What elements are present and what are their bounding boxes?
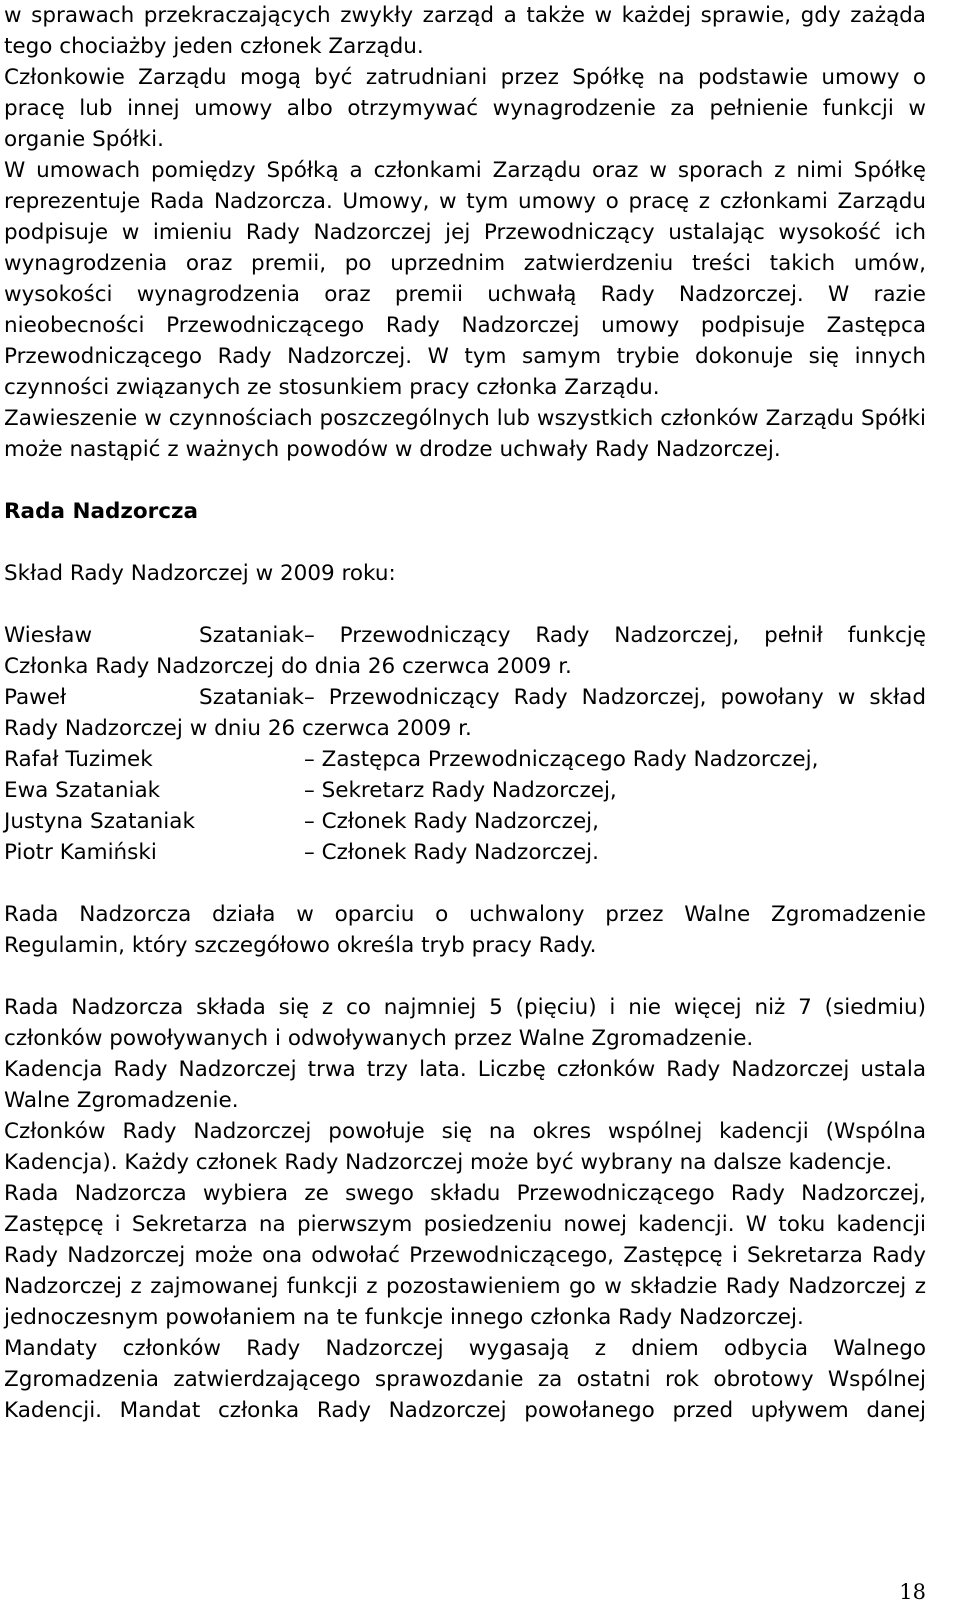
member-list	[4, 620, 926, 868]
paragraph: Rada Nadzorcza działa w oparciu o uchwalony przez Walne Zgromadzenie Regulamin, który szczegółowo określa tryb pracy Rady.	[4, 902, 926, 958]
member-role: – Zastępca Przewodniczącego Rady Nadzorczej,	[304, 747, 819, 772]
composition-intro: Skład Rady Nadzorczej w 2009 roku:	[4, 561, 396, 586]
paragraph: Mandaty członków Rady Nadzorczej wygasają z dniem odbycia Walnego Zgromadzenia zatwierdzającego sprawozdanie za ostatni rok obrotowy Wspólnej Kadencji. Mandat członka Rady Nadzorczej powołanego przed upływem danej	[4, 1336, 926, 1423]
page-number: 18	[899, 1580, 926, 1604]
paragraph: Zawieszenie w czynnościach poszczególnych lub wszystkich członków Zarządu Spółki może nastąpić z ważnych powodów w drodze uchwały Rady Nadzorczej.	[4, 406, 926, 462]
spacer	[4, 961, 926, 992]
member-row	[4, 775, 926, 806]
document-page	[4, 0, 926, 1426]
member-name: Piotr Kamiński	[4, 840, 157, 865]
paragraph: Członków Rady Nadzorczej powołuje się na okres wspólnej kadencji (Wspólna Kadencja). Każdy członek Rady Nadzorczej może być wybrany na dalsze kadencje.	[4, 1119, 926, 1175]
paragraph: Kadencja Rady Nadzorczej trwa trzy lata. Liczbę członków Rady Nadzorczej ustala Walne Zgromadzenie.	[4, 1057, 926, 1113]
member-role: – Sekretarz Rady Nadzorczej,	[304, 778, 617, 803]
section-heading: Rada Nadzorcza	[4, 499, 198, 524]
paragraph: W umowach pomiędzy Spółką a członkami Zarządu oraz w sporach z nimi Spółkę reprezentuje Rada Nadzorcza. Umowy, w tym umowy o pracę z członkami Zarządu podpisuje w imieniu Rady Nadzorczej jej Przewodniczący ustalając wysokość ich wynagrodzenia oraz premii, po uprzednim zatwierdzeniu treści takich umów, wysokości wynagrodzenia oraz premii uchwałą Rady Nadzorczej. W razie nieobecności Przewodniczącego Rady Nadzorczej umowy podpisuje Zastępca Przewodniczącego Rady Nadzorczej. W tym samym trybie dokonuje się innych czynności związanych ze stosunkiem pracy członka Zarządu.	[4, 158, 926, 400]
paragraph: Rada Nadzorcza składa się z co najmniej 5 (pięciu) i nie więcej niż 7 (siedmiu) członków powoływanych i odwoływanych przez Walne Zgromadzenie.	[4, 995, 926, 1051]
spacer	[4, 527, 926, 558]
member-role: – Przewodniczący Rady Nadzorczej, powołany w skład	[304, 685, 926, 710]
member-row	[4, 806, 926, 837]
member-name: Justyna Szataniak	[4, 809, 195, 834]
member-name: Wiesław Szataniak	[4, 623, 304, 648]
member-role-continuation: Rady Nadzorczej w dniu 26 czerwca 2009 r.	[4, 716, 472, 741]
member-name: Paweł Szataniak	[4, 685, 304, 710]
spacer	[4, 868, 926, 899]
member-row	[4, 837, 926, 868]
member-row	[4, 620, 926, 651]
member-name: Rafał Tuzimek	[4, 747, 153, 772]
paragraph: Rada Nadzorcza wybiera ze swego składu Przewodniczącego Rady Nadzorczej, Zastępcę i Sekretarza na pierwszym posiedzeniu nowej kadencji. W toku kadencji Rady Nadzorczej może ona odwołać Przewodniczącego, Zastępcę i Sekretarza Rady Nadzorczej z zajmowanej funkcji z pozostawieniem go w składzie Rady Nadzorczej z jednoczesnym powołaniem na te funkcje innego członka Rady Nadzorczej.	[4, 1181, 926, 1330]
member-name: Ewa Szataniak	[4, 778, 161, 803]
member-role: – Przewodniczący Rady Nadzorczej, pełnił funkcję	[304, 623, 926, 648]
paragraph: w sprawach przekraczających zwykły zarząd a także w każdej sprawie, gdy zażąda tego chociażby jeden członek Zarządu.	[4, 3, 926, 59]
spacer	[4, 589, 926, 620]
spacer	[4, 465, 926, 496]
member-row	[4, 744, 926, 775]
member-row	[4, 682, 926, 713]
member-role-continuation: Członka Rady Nadzorczej do dnia 26 czerwca 2009 r.	[4, 654, 572, 679]
member-role: – Członek Rady Nadzorczej.	[304, 840, 599, 865]
member-role: – Członek Rady Nadzorczej,	[304, 809, 599, 834]
paragraph: Członkowie Zarządu mogą być zatrudniani przez Spółkę na podstawie umowy o pracę lub innej umowy albo otrzymywać wynagrodzenie za pełnienie funkcji w organie Spółki.	[4, 65, 926, 152]
